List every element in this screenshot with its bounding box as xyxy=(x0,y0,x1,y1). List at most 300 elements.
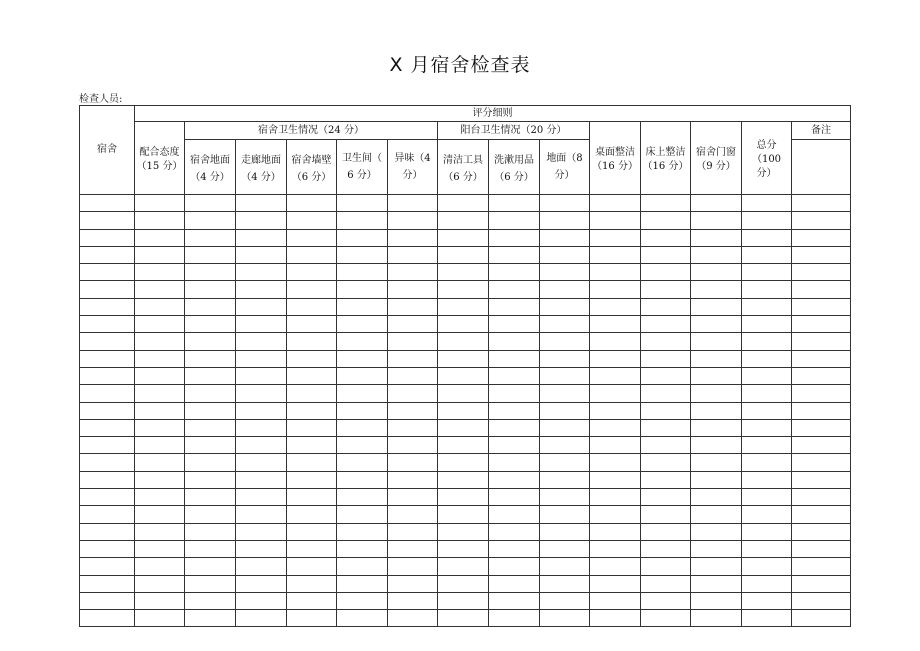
score-cell[interactable] xyxy=(691,212,742,229)
score-cell[interactable] xyxy=(236,367,287,384)
score-cell[interactable] xyxy=(540,385,590,402)
score-cell[interactable] xyxy=(489,385,540,402)
score-cell[interactable] xyxy=(135,454,185,471)
score-cell[interactable] xyxy=(540,592,590,609)
score-cell[interactable] xyxy=(742,333,792,350)
score-cell[interactable] xyxy=(438,575,489,592)
score-cell[interactable] xyxy=(540,489,590,506)
score-cell[interactable] xyxy=(438,264,489,281)
score-cell[interactable] xyxy=(691,229,742,246)
score-cell[interactable] xyxy=(641,367,691,384)
score-cell[interactable] xyxy=(337,523,388,540)
score-cell[interactable] xyxy=(287,264,337,281)
score-cell[interactable] xyxy=(742,385,792,402)
score-cell[interactable] xyxy=(438,402,489,419)
score-cell[interactable] xyxy=(641,316,691,333)
score-cell[interactable] xyxy=(337,367,388,384)
score-cell[interactable] xyxy=(337,419,388,436)
score-cell[interactable] xyxy=(236,333,287,350)
score-cell[interactable] xyxy=(742,419,792,436)
score-cell[interactable] xyxy=(287,195,337,212)
score-cell[interactable] xyxy=(287,281,337,298)
score-cell[interactable] xyxy=(742,471,792,488)
score-cell[interactable] xyxy=(236,246,287,263)
score-cell[interactable] xyxy=(388,419,438,436)
score-cell[interactable] xyxy=(792,471,851,488)
score-cell[interactable] xyxy=(691,471,742,488)
score-cell[interactable] xyxy=(185,195,236,212)
score-cell[interactable] xyxy=(388,575,438,592)
score-cell[interactable] xyxy=(236,316,287,333)
score-cell[interactable] xyxy=(135,264,185,281)
score-cell[interactable] xyxy=(185,506,236,523)
score-cell[interactable] xyxy=(388,298,438,315)
score-cell[interactable] xyxy=(792,437,851,454)
score-cell[interactable] xyxy=(135,558,185,575)
score-cell[interactable] xyxy=(185,575,236,592)
score-cell[interactable] xyxy=(236,298,287,315)
score-cell[interactable] xyxy=(691,489,742,506)
score-cell[interactable] xyxy=(590,212,641,229)
score-cell[interactable] xyxy=(489,437,540,454)
score-cell[interactable] xyxy=(388,281,438,298)
dorm-cell[interactable] xyxy=(80,350,135,367)
score-cell[interactable] xyxy=(135,333,185,350)
score-cell[interactable] xyxy=(337,489,388,506)
score-cell[interactable] xyxy=(287,575,337,592)
dorm-cell[interactable] xyxy=(80,281,135,298)
score-cell[interactable] xyxy=(590,350,641,367)
score-cell[interactable] xyxy=(438,419,489,436)
score-cell[interactable] xyxy=(438,246,489,263)
score-cell[interactable] xyxy=(287,367,337,384)
score-cell[interactable] xyxy=(691,592,742,609)
score-cell[interactable] xyxy=(590,454,641,471)
score-cell[interactable] xyxy=(792,419,851,436)
score-cell[interactable] xyxy=(590,402,641,419)
score-cell[interactable] xyxy=(337,592,388,609)
dorm-cell[interactable] xyxy=(80,212,135,229)
score-cell[interactable] xyxy=(236,558,287,575)
score-cell[interactable] xyxy=(337,195,388,212)
score-cell[interactable] xyxy=(792,523,851,540)
score-cell[interactable] xyxy=(641,489,691,506)
score-cell[interactable] xyxy=(337,471,388,488)
score-cell[interactable] xyxy=(792,575,851,592)
score-cell[interactable] xyxy=(388,610,438,627)
score-cell[interactable] xyxy=(135,489,185,506)
score-cell[interactable] xyxy=(185,471,236,488)
score-cell[interactable] xyxy=(590,471,641,488)
score-cell[interactable] xyxy=(540,523,590,540)
score-cell[interactable] xyxy=(691,419,742,436)
score-cell[interactable] xyxy=(792,298,851,315)
score-cell[interactable] xyxy=(185,402,236,419)
score-cell[interactable] xyxy=(742,506,792,523)
score-cell[interactable] xyxy=(792,229,851,246)
score-cell[interactable] xyxy=(489,575,540,592)
score-cell[interactable] xyxy=(792,402,851,419)
score-cell[interactable] xyxy=(287,437,337,454)
score-cell[interactable] xyxy=(641,523,691,540)
score-cell[interactable] xyxy=(742,298,792,315)
score-cell[interactable] xyxy=(691,506,742,523)
score-cell[interactable] xyxy=(691,246,742,263)
score-cell[interactable] xyxy=(337,437,388,454)
score-cell[interactable] xyxy=(388,316,438,333)
score-cell[interactable] xyxy=(388,592,438,609)
score-cell[interactable] xyxy=(185,592,236,609)
dorm-cell[interactable] xyxy=(80,333,135,350)
score-cell[interactable] xyxy=(438,489,489,506)
dorm-cell[interactable] xyxy=(80,195,135,212)
score-cell[interactable] xyxy=(540,471,590,488)
score-cell[interactable] xyxy=(489,454,540,471)
score-cell[interactable] xyxy=(438,333,489,350)
score-cell[interactable] xyxy=(287,212,337,229)
score-cell[interactable] xyxy=(792,506,851,523)
score-cell[interactable] xyxy=(287,402,337,419)
score-cell[interactable] xyxy=(388,264,438,281)
score-cell[interactable] xyxy=(590,281,641,298)
score-cell[interactable] xyxy=(388,246,438,263)
score-cell[interactable] xyxy=(236,195,287,212)
score-cell[interactable] xyxy=(540,246,590,263)
score-cell[interactable] xyxy=(590,558,641,575)
score-cell[interactable] xyxy=(590,316,641,333)
score-cell[interactable] xyxy=(540,195,590,212)
score-cell[interactable] xyxy=(135,540,185,557)
score-cell[interactable] xyxy=(792,195,851,212)
score-cell[interactable] xyxy=(540,419,590,436)
score-cell[interactable] xyxy=(742,454,792,471)
score-cell[interactable] xyxy=(135,229,185,246)
score-cell[interactable] xyxy=(742,281,792,298)
score-cell[interactable] xyxy=(337,281,388,298)
score-cell[interactable] xyxy=(185,316,236,333)
score-cell[interactable] xyxy=(135,437,185,454)
score-cell[interactable] xyxy=(489,350,540,367)
score-cell[interactable] xyxy=(691,385,742,402)
score-cell[interactable] xyxy=(236,592,287,609)
score-cell[interactable] xyxy=(388,489,438,506)
score-cell[interactable] xyxy=(691,195,742,212)
score-cell[interactable] xyxy=(438,212,489,229)
score-cell[interactable] xyxy=(742,229,792,246)
score-cell[interactable] xyxy=(691,575,742,592)
score-cell[interactable] xyxy=(388,471,438,488)
score-cell[interactable] xyxy=(641,540,691,557)
score-cell[interactable] xyxy=(388,385,438,402)
score-cell[interactable] xyxy=(287,558,337,575)
score-cell[interactable] xyxy=(287,229,337,246)
score-cell[interactable] xyxy=(236,454,287,471)
score-cell[interactable] xyxy=(590,489,641,506)
score-cell[interactable] xyxy=(792,264,851,281)
score-cell[interactable] xyxy=(236,281,287,298)
score-cell[interactable] xyxy=(489,229,540,246)
score-cell[interactable] xyxy=(641,592,691,609)
score-cell[interactable] xyxy=(792,385,851,402)
score-cell[interactable] xyxy=(792,246,851,263)
score-cell[interactable] xyxy=(438,350,489,367)
score-cell[interactable] xyxy=(388,229,438,246)
score-cell[interactable] xyxy=(438,367,489,384)
score-cell[interactable] xyxy=(742,558,792,575)
score-cell[interactable] xyxy=(135,402,185,419)
score-cell[interactable] xyxy=(135,471,185,488)
score-cell[interactable] xyxy=(540,610,590,627)
score-cell[interactable] xyxy=(287,298,337,315)
score-cell[interactable] xyxy=(185,212,236,229)
score-cell[interactable] xyxy=(185,558,236,575)
score-cell[interactable] xyxy=(337,558,388,575)
score-cell[interactable] xyxy=(185,437,236,454)
dorm-cell[interactable] xyxy=(80,540,135,557)
score-cell[interactable] xyxy=(388,195,438,212)
score-cell[interactable] xyxy=(287,592,337,609)
score-cell[interactable] xyxy=(287,350,337,367)
score-cell[interactable] xyxy=(489,558,540,575)
score-cell[interactable] xyxy=(489,212,540,229)
score-cell[interactable] xyxy=(337,264,388,281)
score-cell[interactable] xyxy=(641,419,691,436)
score-cell[interactable] xyxy=(287,523,337,540)
score-cell[interactable] xyxy=(287,454,337,471)
score-cell[interactable] xyxy=(135,610,185,627)
score-cell[interactable] xyxy=(691,333,742,350)
score-cell[interactable] xyxy=(287,610,337,627)
score-cell[interactable] xyxy=(287,385,337,402)
score-cell[interactable] xyxy=(742,489,792,506)
score-cell[interactable] xyxy=(438,229,489,246)
score-cell[interactable] xyxy=(185,419,236,436)
score-cell[interactable] xyxy=(590,523,641,540)
score-cell[interactable] xyxy=(540,264,590,281)
score-cell[interactable] xyxy=(438,281,489,298)
dorm-cell[interactable] xyxy=(80,298,135,315)
score-cell[interactable] xyxy=(438,610,489,627)
score-cell[interactable] xyxy=(236,610,287,627)
score-cell[interactable] xyxy=(438,506,489,523)
score-cell[interactable] xyxy=(236,264,287,281)
score-cell[interactable] xyxy=(185,281,236,298)
score-cell[interactable] xyxy=(742,575,792,592)
score-cell[interactable] xyxy=(742,264,792,281)
dorm-cell[interactable] xyxy=(80,367,135,384)
score-cell[interactable] xyxy=(540,281,590,298)
score-cell[interactable] xyxy=(590,246,641,263)
score-cell[interactable] xyxy=(641,402,691,419)
score-cell[interactable] xyxy=(185,385,236,402)
score-cell[interactable] xyxy=(641,246,691,263)
score-cell[interactable] xyxy=(337,333,388,350)
score-cell[interactable] xyxy=(641,281,691,298)
score-cell[interactable] xyxy=(742,316,792,333)
score-cell[interactable] xyxy=(691,281,742,298)
score-cell[interactable] xyxy=(641,575,691,592)
dorm-cell[interactable] xyxy=(80,246,135,263)
score-cell[interactable] xyxy=(641,471,691,488)
score-cell[interactable] xyxy=(388,558,438,575)
score-cell[interactable] xyxy=(438,298,489,315)
score-cell[interactable] xyxy=(489,471,540,488)
score-cell[interactable] xyxy=(489,316,540,333)
score-cell[interactable] xyxy=(337,229,388,246)
score-cell[interactable] xyxy=(135,367,185,384)
score-cell[interactable] xyxy=(691,350,742,367)
score-cell[interactable] xyxy=(287,246,337,263)
score-cell[interactable] xyxy=(489,246,540,263)
score-cell[interactable] xyxy=(691,367,742,384)
score-cell[interactable] xyxy=(792,454,851,471)
dorm-cell[interactable] xyxy=(80,471,135,488)
score-cell[interactable] xyxy=(540,437,590,454)
score-cell[interactable] xyxy=(691,298,742,315)
score-cell[interactable] xyxy=(135,281,185,298)
score-cell[interactable] xyxy=(135,592,185,609)
score-cell[interactable] xyxy=(135,385,185,402)
score-cell[interactable] xyxy=(792,350,851,367)
score-cell[interactable] xyxy=(236,471,287,488)
score-cell[interactable] xyxy=(792,212,851,229)
score-cell[interactable] xyxy=(388,523,438,540)
score-cell[interactable] xyxy=(641,333,691,350)
score-cell[interactable] xyxy=(438,540,489,557)
score-cell[interactable] xyxy=(388,350,438,367)
score-cell[interactable] xyxy=(742,437,792,454)
dorm-cell[interactable] xyxy=(80,402,135,419)
score-cell[interactable] xyxy=(742,592,792,609)
dorm-cell[interactable] xyxy=(80,558,135,575)
score-cell[interactable] xyxy=(540,454,590,471)
score-cell[interactable] xyxy=(540,212,590,229)
score-cell[interactable] xyxy=(590,195,641,212)
score-cell[interactable] xyxy=(590,592,641,609)
score-cell[interactable] xyxy=(742,540,792,557)
score-cell[interactable] xyxy=(236,575,287,592)
dorm-cell[interactable] xyxy=(80,506,135,523)
score-cell[interactable] xyxy=(691,264,742,281)
score-cell[interactable] xyxy=(337,298,388,315)
score-cell[interactable] xyxy=(388,212,438,229)
score-cell[interactable] xyxy=(641,385,691,402)
score-cell[interactable] xyxy=(489,333,540,350)
score-cell[interactable] xyxy=(540,367,590,384)
score-cell[interactable] xyxy=(388,540,438,557)
score-cell[interactable] xyxy=(691,402,742,419)
dorm-cell[interactable] xyxy=(80,229,135,246)
score-cell[interactable] xyxy=(590,610,641,627)
score-cell[interactable] xyxy=(641,229,691,246)
score-cell[interactable] xyxy=(792,592,851,609)
score-cell[interactable] xyxy=(287,419,337,436)
score-cell[interactable] xyxy=(185,264,236,281)
score-cell[interactable] xyxy=(540,540,590,557)
dorm-cell[interactable] xyxy=(80,437,135,454)
score-cell[interactable] xyxy=(641,610,691,627)
score-cell[interactable] xyxy=(590,419,641,436)
score-cell[interactable] xyxy=(135,316,185,333)
score-cell[interactable] xyxy=(337,454,388,471)
score-cell[interactable] xyxy=(641,506,691,523)
score-cell[interactable] xyxy=(691,558,742,575)
score-cell[interactable] xyxy=(691,523,742,540)
score-cell[interactable] xyxy=(489,281,540,298)
score-cell[interactable] xyxy=(540,350,590,367)
score-cell[interactable] xyxy=(742,212,792,229)
score-cell[interactable] xyxy=(489,419,540,436)
score-cell[interactable] xyxy=(742,195,792,212)
score-cell[interactable] xyxy=(438,523,489,540)
dorm-cell[interactable] xyxy=(80,592,135,609)
score-cell[interactable] xyxy=(236,489,287,506)
score-cell[interactable] xyxy=(236,212,287,229)
score-cell[interactable] xyxy=(337,316,388,333)
score-cell[interactable] xyxy=(641,437,691,454)
score-cell[interactable] xyxy=(388,367,438,384)
score-cell[interactable] xyxy=(236,540,287,557)
score-cell[interactable] xyxy=(438,471,489,488)
score-cell[interactable] xyxy=(337,246,388,263)
score-cell[interactable] xyxy=(489,195,540,212)
score-cell[interactable] xyxy=(236,350,287,367)
score-cell[interactable] xyxy=(287,316,337,333)
score-cell[interactable] xyxy=(287,540,337,557)
score-cell[interactable] xyxy=(135,350,185,367)
score-cell[interactable] xyxy=(489,298,540,315)
score-cell[interactable] xyxy=(388,454,438,471)
score-cell[interactable] xyxy=(742,246,792,263)
score-cell[interactable] xyxy=(185,350,236,367)
score-cell[interactable] xyxy=(388,402,438,419)
score-cell[interactable] xyxy=(236,506,287,523)
score-cell[interactable] xyxy=(337,212,388,229)
score-cell[interactable] xyxy=(337,385,388,402)
score-cell[interactable] xyxy=(590,333,641,350)
score-cell[interactable] xyxy=(135,212,185,229)
score-cell[interactable] xyxy=(792,367,851,384)
score-cell[interactable] xyxy=(135,575,185,592)
score-cell[interactable] xyxy=(641,350,691,367)
score-cell[interactable] xyxy=(438,195,489,212)
score-cell[interactable] xyxy=(590,575,641,592)
score-cell[interactable] xyxy=(236,437,287,454)
score-cell[interactable] xyxy=(742,402,792,419)
score-cell[interactable] xyxy=(185,333,236,350)
score-cell[interactable] xyxy=(590,437,641,454)
score-cell[interactable] xyxy=(691,454,742,471)
score-cell[interactable] xyxy=(540,298,590,315)
score-cell[interactable] xyxy=(792,281,851,298)
score-cell[interactable] xyxy=(337,575,388,592)
score-cell[interactable] xyxy=(185,523,236,540)
score-cell[interactable] xyxy=(388,506,438,523)
dorm-cell[interactable] xyxy=(80,454,135,471)
score-cell[interactable] xyxy=(185,298,236,315)
score-cell[interactable] xyxy=(287,506,337,523)
score-cell[interactable] xyxy=(236,385,287,402)
score-cell[interactable] xyxy=(540,506,590,523)
score-cell[interactable] xyxy=(185,540,236,557)
score-cell[interactable] xyxy=(438,437,489,454)
score-cell[interactable] xyxy=(236,229,287,246)
score-cell[interactable] xyxy=(742,350,792,367)
score-cell[interactable] xyxy=(792,540,851,557)
score-cell[interactable] xyxy=(691,610,742,627)
score-cell[interactable] xyxy=(641,212,691,229)
score-cell[interactable] xyxy=(438,558,489,575)
